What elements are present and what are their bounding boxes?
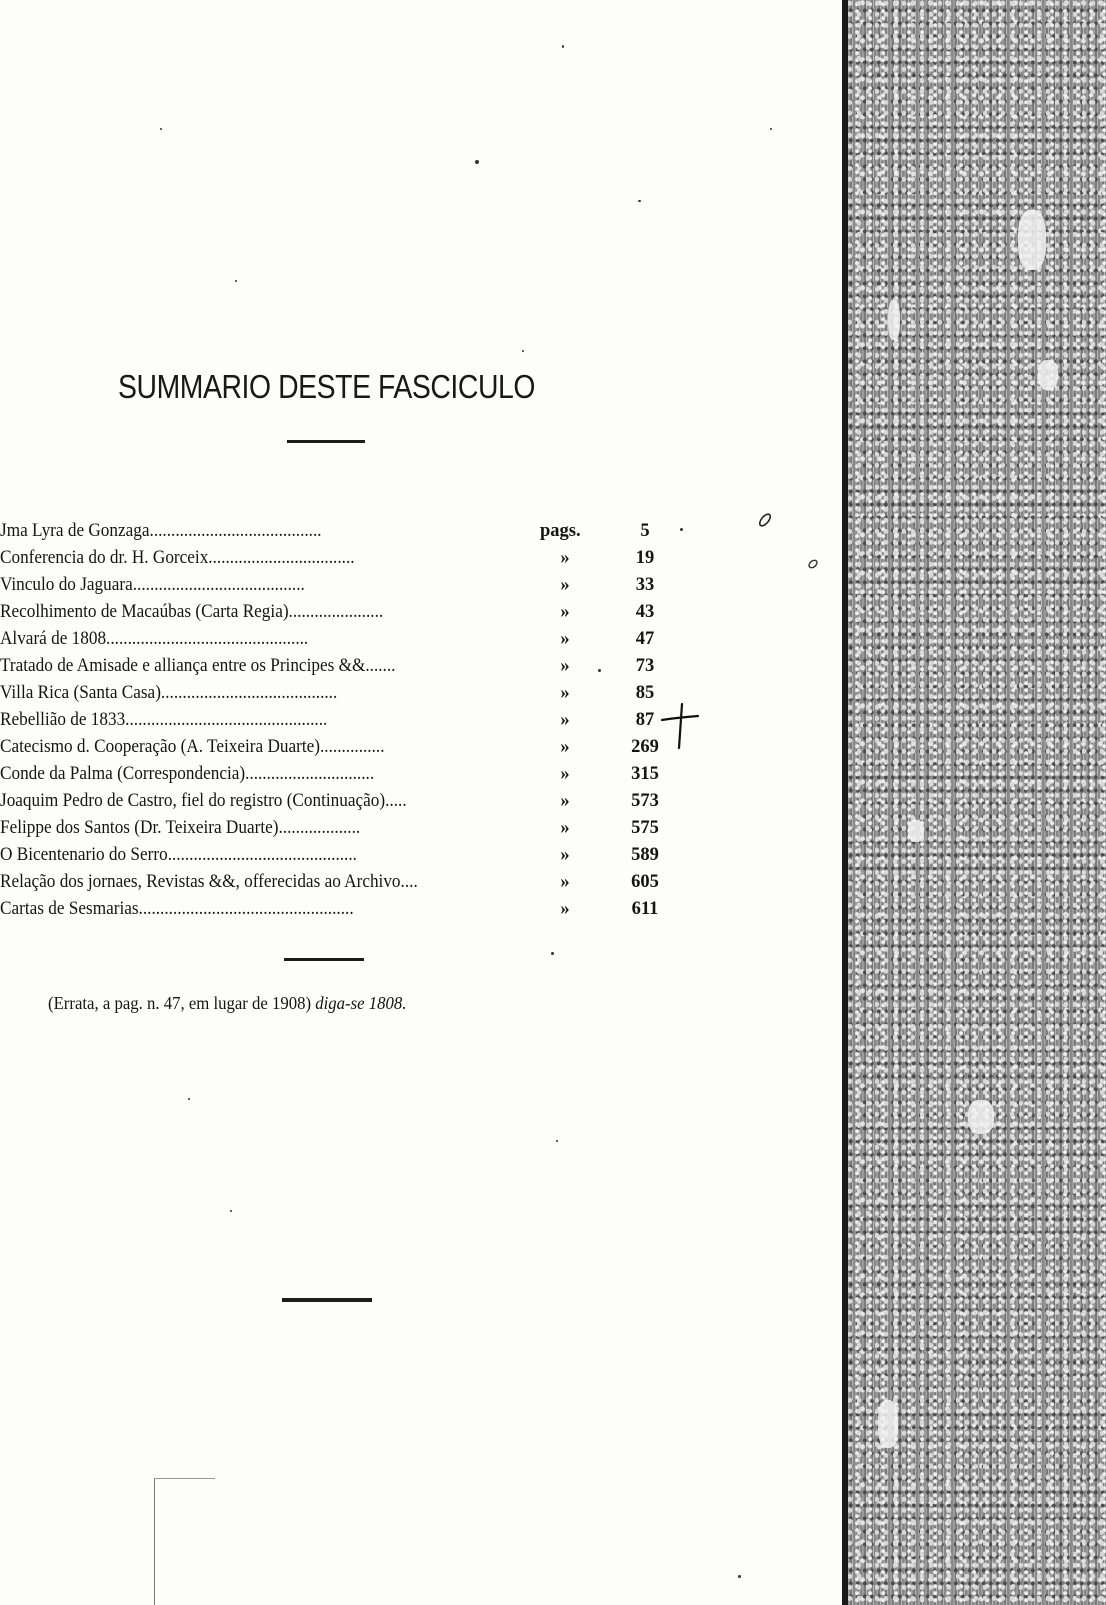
scan-blotch	[968, 1100, 994, 1134]
toc-entry-page: 87	[635, 710, 655, 730]
toc-row	[0, 599, 700, 625]
speck	[475, 160, 479, 164]
speck	[160, 128, 162, 130]
toc-row	[0, 815, 700, 841]
toc-row	[0, 869, 700, 895]
scan-blotch	[888, 300, 900, 340]
toc-row	[0, 518, 700, 544]
speck	[562, 45, 564, 48]
toc-entry-label: Catecismo d. Cooperação (A. Teixeira Duarte)...............	[0, 737, 385, 757]
toc-entry-page: 73	[635, 656, 655, 676]
scan-blotch	[908, 820, 924, 842]
toc-ditto-mark: »	[560, 683, 570, 703]
toc-ditto-mark: »	[560, 656, 570, 676]
errata-note	[48, 993, 406, 1014]
toc-ditto-mark: »	[560, 575, 570, 595]
toc-entry-page: 33	[635, 575, 655, 595]
toc-entry-page: 85	[635, 683, 655, 703]
toc-row	[0, 734, 700, 760]
toc-entry-page: 19	[635, 548, 655, 568]
toc-entry-label: Alvará de 1808...............................................	[0, 629, 309, 649]
speck	[638, 200, 641, 202]
toc-ditto-mark: »	[560, 845, 570, 865]
toc-entry-page: 605	[631, 872, 659, 892]
toc-row	[0, 707, 700, 733]
toc-entry-page: 575	[631, 818, 659, 838]
toc-entry-label: Relação dos jornaes, Revistas &&, offerecidas ao Archivo....	[0, 872, 418, 892]
toc-pages-header: pags.	[540, 521, 581, 541]
toc-ditto-mark: »	[560, 764, 570, 784]
toc-entry-label: Villa Rica (Santa Casa).........................................	[0, 683, 338, 703]
toc-entry-label: Conde da Palma (Correspondencia)..............................	[0, 764, 375, 784]
section-divider	[284, 958, 364, 961]
toc-row	[0, 545, 700, 571]
toc-entry-page: 47	[635, 629, 655, 649]
toc-entry-label: Jma Lyra de Gonzaga........................................	[0, 521, 322, 541]
toc-row	[0, 626, 700, 652]
bottom-divider	[282, 1298, 372, 1302]
toc-ditto-mark: »	[560, 548, 570, 568]
toc-entry-label: O Bicentenario do Serro............................................	[0, 845, 357, 865]
scan-border	[848, 0, 1106, 1605]
scan-corner-bracket	[154, 1478, 215, 1605]
toc-ditto-mark: »	[560, 710, 570, 730]
toc-entry-page: 5	[640, 521, 650, 541]
toc-entry-label: Joaquim Pedro de Castro, fiel do registro (Continuação).....	[0, 791, 407, 811]
toc-entry-label: Cartas de Sesmarias..................................................	[0, 899, 354, 919]
speck	[738, 1575, 741, 1578]
title-divider	[287, 440, 365, 443]
errata-correction: diga-se 1808.	[315, 993, 407, 1013]
speck	[230, 1210, 232, 1212]
errata-text: (Errata, a pag. n. 47, em lugar de 1908)	[48, 993, 312, 1013]
toc-entry-label: Conferencia do dr. H. Gorceix..................................	[0, 548, 355, 568]
toc-row	[0, 896, 700, 922]
toc-row	[0, 653, 700, 679]
scan-blotch	[1018, 210, 1046, 270]
toc-row	[0, 680, 700, 706]
speck	[188, 1098, 190, 1100]
toc-entry-label: Recolhimento de Macaúbas (Carta Regia)......................	[0, 602, 384, 622]
scan-blotch	[878, 1400, 898, 1448]
toc-entry-label: Felippe dos Santos (Dr. Teixeira Duarte)...................	[0, 818, 361, 838]
toc-ditto-mark: »	[560, 791, 570, 811]
speck	[522, 350, 524, 352]
toc-row	[0, 761, 700, 787]
toc-row	[0, 842, 700, 868]
toc-ditto-mark: »	[560, 818, 570, 838]
speck	[556, 1140, 558, 1142]
toc-ditto-mark: »	[560, 872, 570, 892]
toc-entry-page: 269	[631, 737, 659, 757]
toc-entry-page: 315	[631, 764, 659, 784]
toc-row	[0, 788, 700, 814]
toc-ditto-mark: »	[560, 602, 570, 622]
toc-row	[0, 572, 700, 598]
toc-entry-label: Rebellião de 1833...............................................	[0, 710, 328, 730]
toc-ditto-mark: »	[560, 899, 570, 919]
toc-entry-page: 589	[631, 845, 659, 865]
toc-entry-page: 573	[631, 791, 659, 811]
pencil-mark	[755, 510, 775, 530]
toc-entry-page: 43	[635, 602, 655, 622]
toc-ditto-mark: »	[560, 737, 570, 757]
handwritten-cross-mark	[660, 702, 700, 752]
speck	[235, 280, 237, 282]
toc-ditto-mark: »	[560, 629, 570, 649]
speck	[551, 952, 554, 955]
toc-entry-label: Tratado de Amisade e alliança entre os Principes &&.......	[0, 656, 396, 676]
toc-entry-page: 611	[631, 899, 659, 919]
pencil-mark	[806, 557, 820, 571]
toc-entry-label: Vinculo do Jaguara........................................	[0, 575, 305, 595]
scan-blotch	[1038, 360, 1058, 390]
page-title: SUMMARIO DESTE FASCICULO	[118, 368, 536, 405]
speck	[770, 128, 772, 130]
